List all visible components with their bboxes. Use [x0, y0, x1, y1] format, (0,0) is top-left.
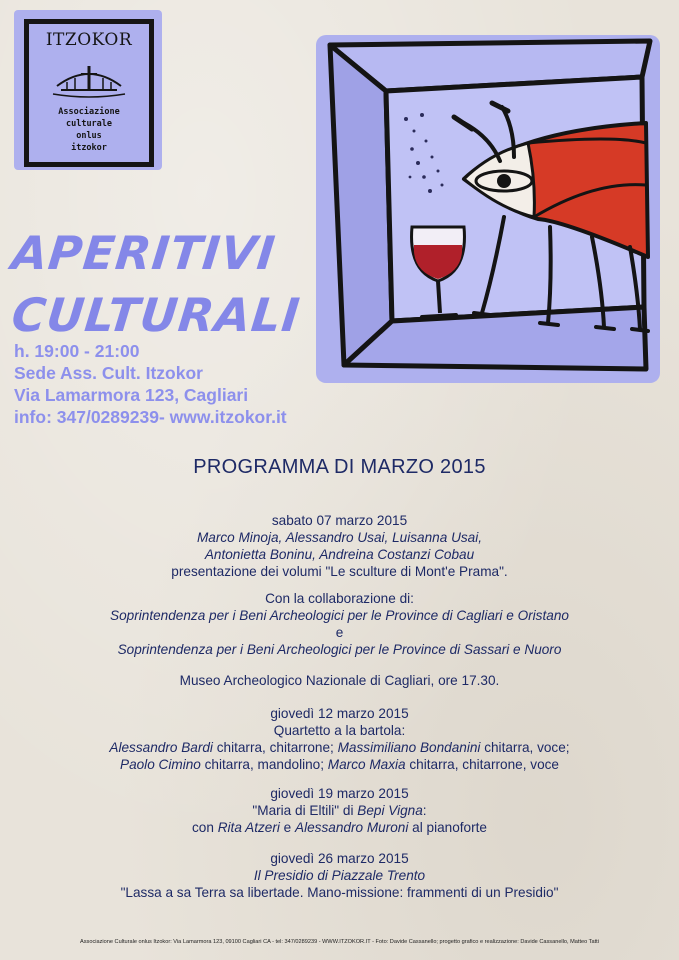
venue-text: Sede Ass. Cult. Itzokor — [14, 363, 203, 383]
event-performers — [0, 739, 679, 756]
event-date: giovedì 26 marzo 2015 — [270, 851, 409, 866]
event-place: Museo Archeologico Nazionale di Cagliari, ore 17.30. — [179, 673, 500, 688]
collaboration-org: Soprintendenza per i Beni Archeologici per le Province di Sassari e Nuoro — [117, 642, 562, 657]
logo-subtitle — [33, 106, 145, 154]
performer-name: Alessandro Bardi — [109, 740, 213, 755]
performer-role: chitarra, chitarrone, voce — [405, 757, 559, 772]
event-and-text: e — [279, 820, 296, 835]
painting-fish-wine-illustration — [314, 31, 664, 386]
performer-name: Rita Atzeri — [217, 820, 280, 835]
logo-subtitle-line: culturale — [65, 119, 113, 129]
event-title: Il Presidio di Piazzale Trento — [253, 868, 426, 883]
performer-name: Marco Maxia — [327, 757, 406, 772]
contact-text: info: 347/0289239- www.itzokor.it — [14, 407, 287, 427]
logo-subtitle-line: onlus — [76, 131, 102, 141]
headline-line-1: APERITIVI — [9, 226, 279, 280]
performer-name: Paolo Cimino — [120, 757, 201, 772]
programme-title: PROGRAMMA DI MARZO 2015 — [193, 456, 486, 478]
event-date: sabato 07 marzo 2015 — [271, 513, 408, 528]
performer-role: chitarra, chitarrone; — [212, 740, 338, 755]
collaboration-intro: Con la collaborazione di: — [265, 591, 414, 606]
event-with-text: con — [192, 820, 218, 835]
event-block-26-marzo — [0, 850, 679, 901]
event-block-19-marzo — [0, 785, 679, 836]
event-info — [14, 340, 344, 428]
event-title — [0, 802, 679, 819]
logo-title: ITZOKOR — [45, 30, 133, 50]
logo-emblem-icon — [51, 56, 127, 100]
collaboration-conjunction: e — [335, 625, 344, 640]
headline — [9, 222, 312, 346]
itzokor-logo — [14, 10, 162, 170]
event-speakers: Marco Minoja, Alessandro Usai, Luisanna Usai, — [196, 530, 483, 545]
event-date: giovedì 19 marzo 2015 — [270, 786, 409, 801]
collaboration-block — [0, 590, 679, 658]
event-description: presentazione dei volumi "Le sculture di Mont'e Prama". — [171, 564, 508, 579]
event-block-07-marzo — [0, 512, 679, 580]
performer-name: Massimiliano Bondanini — [337, 740, 481, 755]
event-title: Quartetto a la bartola: — [273, 723, 406, 738]
hours-text: h. 19:00 - 21:00 — [14, 341, 140, 361]
address-text: Via Lamarmora 123, Cagliari — [14, 385, 249, 405]
event-subtitle: "Lassa a sa Terra sa libertade. Mano-missione: frammenti di un Presidio" — [120, 885, 559, 900]
event-date: giovedì 12 marzo 2015 — [270, 706, 409, 721]
logo-frame — [24, 19, 154, 167]
event-speakers: Antonietta Boninu, Andreina Costanzi Cobau — [204, 547, 475, 562]
performer-name: Alessandro Muroni — [295, 820, 409, 835]
event-block-12-marzo — [0, 705, 679, 773]
logo-subtitle-line: Associazione — [58, 107, 120, 117]
performer-role: chitarra, mandolino; — [200, 757, 328, 772]
event-title-text: : — [422, 803, 427, 818]
event-title-text: "Maria di Eltili" di — [252, 803, 358, 818]
event-performers — [0, 756, 679, 773]
performer-role: al pianoforte — [408, 820, 487, 835]
event-author: Bepi Vigna — [357, 803, 423, 818]
headline-line-2: CULTURALI — [9, 288, 303, 342]
footer-credits: Associazione Culturale onlus Itzokor: Via Lamarmora 123, 09100 Cagliari CA - tel: 347/0289239 - WWW.ITZOKOR.IT - Foto: Davide Cassanello; progetto grafico e realizzazione: Davide Cassanello, Matteo Tatti — [80, 939, 599, 945]
performer-role: chitarra, voce; — [480, 740, 570, 755]
event-performers — [0, 819, 679, 836]
collaboration-org: Soprintendenza per i Beni Archeologici per le Province di Cagliari e Oristano — [110, 608, 569, 623]
logo-subtitle-line: itzokor — [71, 143, 107, 153]
